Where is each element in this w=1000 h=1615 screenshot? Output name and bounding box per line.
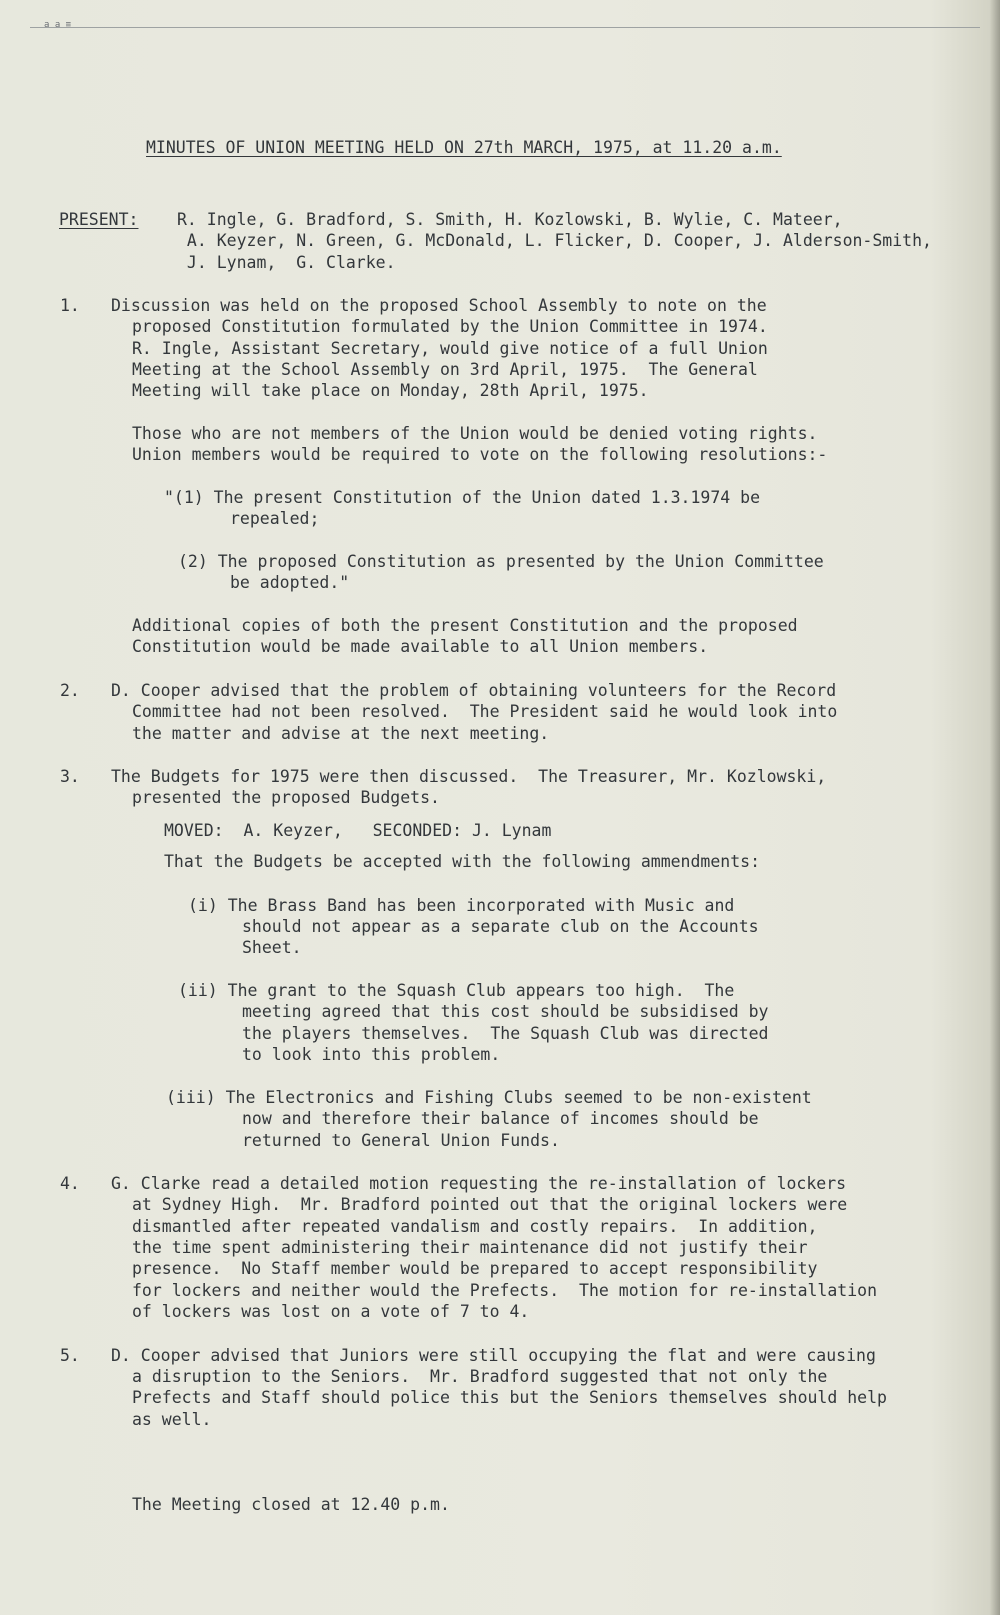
item1-line: Additional copies of both the present Constitution and the proposed (132, 616, 798, 635)
item-number: 5. (60, 1346, 80, 1365)
resolution-1: "(1) The present Constitution of the Union dated 1.3.1974 be (164, 488, 761, 507)
present-line: R. Ingle, G. Bradford, S. Smith, H. Kozlowski, B. Wylie, C. Mateer, (177, 210, 843, 229)
page-top-rule (30, 27, 980, 28)
resolution-2-cont: be adopted." (230, 573, 350, 592)
present-line: J. Lynam, G. Clarke. (177, 253, 396, 272)
item1-line: Meeting at the School Assembly on 3rd April, 1975. The General (132, 360, 758, 379)
item-number: 4. (60, 1174, 80, 1193)
amendment-i-cont: Sheet. (242, 938, 302, 957)
amendment-ii: (ii) The grant to the Squash Club appears too high. The (178, 981, 735, 1000)
item5-line: Prefects and Staff should police this but the Seniors themselves should help (132, 1388, 887, 1407)
item1-line: Those who are not members of the Union would be denied voting rights. (132, 424, 818, 443)
item2-line: D. Cooper advised that the problem of obtaining volunteers for the Record (111, 681, 837, 700)
amendment-iii-cont: returned to General Union Funds. (242, 1131, 560, 1150)
item2-line: the matter and advise at the next meeting. (132, 724, 550, 743)
item-number: 3. (60, 767, 80, 786)
binding-edge (990, 0, 1000, 1615)
item4-line: G. Clarke read a detailed motion requesting the re-installation of lockers (111, 1174, 847, 1193)
amendment-i-cont: should not appear as a separate club on the Accounts (242, 917, 759, 936)
present-line: A. Keyzer, N. Green, G. McDonald, L. Flicker, D. Cooper, J. Alderson-Smith, (177, 231, 932, 250)
item3-line: The Budgets for 1975 were then discussed. The Treasurer, Mr. Kozlowski, (111, 767, 827, 786)
item1-line: Discussion was held on the proposed School Assembly to note on the (111, 296, 767, 315)
motion-line: That the Budgets be accepted with the following ammendments: (164, 852, 761, 871)
item5-line: as well. (132, 1410, 212, 1429)
item5-line: D. Cooper advised that Juniors were still occupying the flat and were causing (111, 1346, 876, 1365)
item2-line: Committee had not been resolved. The President said he would look into (132, 702, 838, 721)
item1-line: Meeting will take place on Monday, 28th April, 1975. (132, 381, 649, 400)
item4-line: for lockers and neither would the Prefects. The motion for re-installation (132, 1281, 878, 1300)
item4-line: at Sydney High. Mr. Bradford pointed out that the original lockers were (132, 1195, 848, 1214)
page-title: MINUTES OF UNION MEETING HELD ON 27th MARCH, 1975, at 11.20 a.m. (146, 138, 782, 157)
corner-mark: a a ≡ (44, 20, 72, 30)
moved-line: MOVED: A. Keyzer, SECONDED: J. Lynam (164, 821, 552, 840)
amendment-iii-cont: now and therefore their balance of incomes should be (242, 1109, 759, 1128)
item3-line: presented the proposed Budgets. (132, 788, 440, 807)
item-number: 1. (60, 296, 80, 315)
amendment-ii-cont: the players themselves. The Squash Club was directed (242, 1024, 769, 1043)
item4-line: dismantled after repeated vandalism and costly repairs. In addition, (132, 1217, 818, 1236)
item4-line: the time spent administering their maintenance did not justify their (132, 1238, 808, 1257)
resolution-2: (2) The proposed Constitution as presented by the Union Committee (178, 552, 824, 571)
item1-line: proposed Constitution formulated by the Union Committee in 1974. (132, 317, 768, 336)
amendment-iii: (iii) The Electronics and Fishing Clubs seemed to be non-existent (166, 1088, 812, 1107)
item4-line: presence. No Staff member would be prepared to accept responsibility (132, 1259, 818, 1278)
resolution-1-cont: repealed; (230, 509, 320, 528)
item-number: 2. (60, 681, 80, 700)
amendment-ii-cont: meeting agreed that this cost should be subsidised by (242, 1002, 769, 1021)
item1-line: R. Ingle, Assistant Secretary, would give notice of a full Union (132, 339, 768, 358)
item5-line: a disruption to the Seniors. Mr. Bradford suggested that not only the (132, 1367, 828, 1386)
present-label: PRESENT: (59, 210, 139, 229)
item4-line: of lockers was lost on a vote of 7 to 4. (132, 1302, 530, 1321)
closing-line: The Meeting closed at 12.40 p.m. (132, 1495, 450, 1514)
item1-line: Union members would be required to vote on the following resolutions:- (132, 445, 828, 464)
item1-line: Constitution would be made available to all Union members. (132, 637, 709, 656)
amendment-i: (i) The Brass Band has been incorporated with Music and (188, 896, 735, 915)
amendment-ii-cont: to look into this problem. (242, 1045, 501, 1064)
